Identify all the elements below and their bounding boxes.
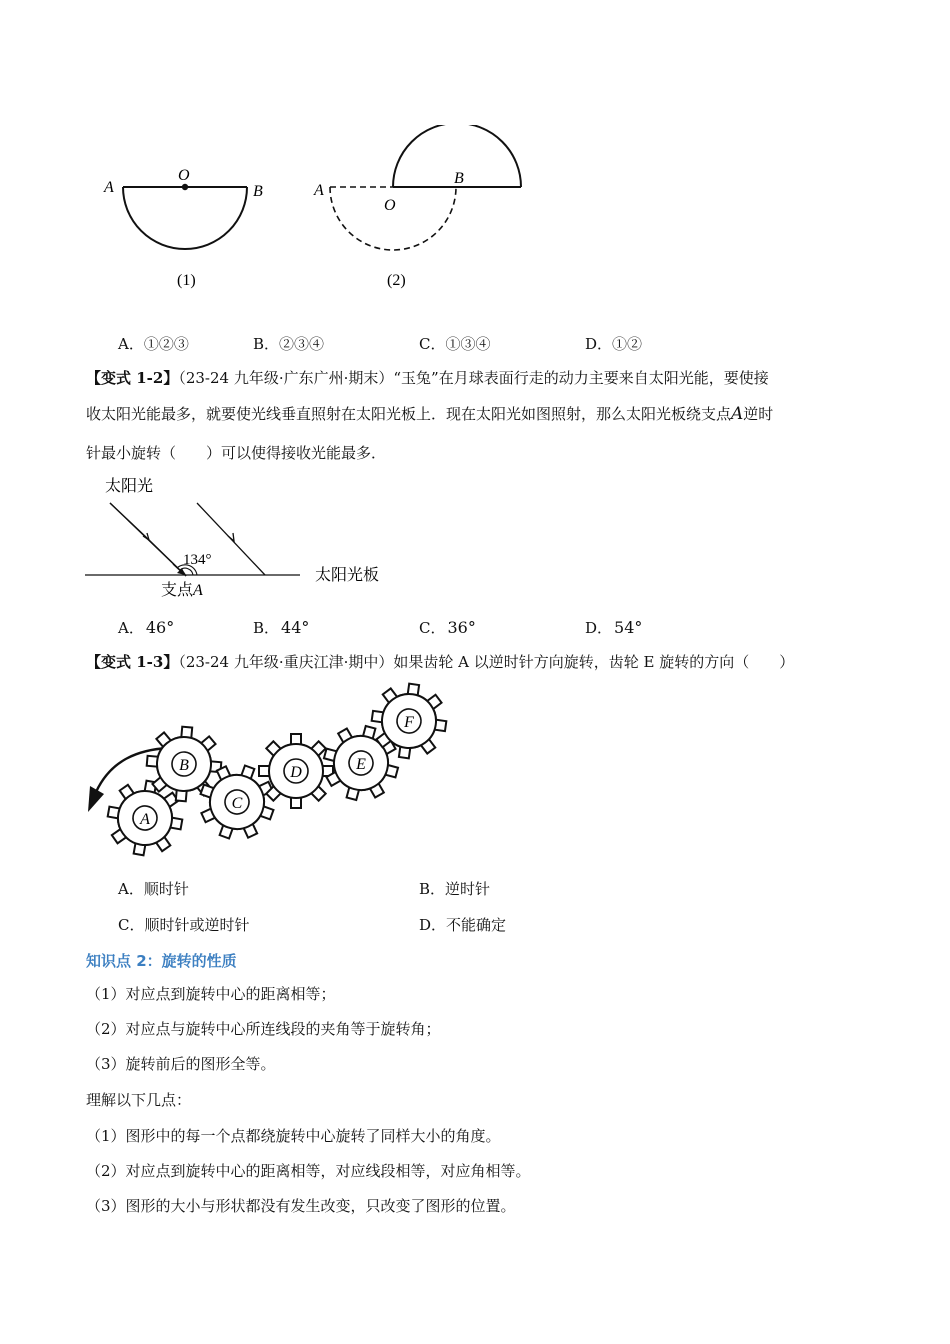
understand-label: 理解以下几点： xyxy=(86,1091,192,1109)
q3-option-a[interactable]: A．顺时针 xyxy=(118,880,189,898)
angle-label: 134° xyxy=(183,552,212,568)
sunlight-figure xyxy=(85,470,395,605)
q2-var-a: A xyxy=(731,404,744,424)
gear-label-e: E xyxy=(356,756,366,773)
fig2-label-O: O xyxy=(384,197,396,214)
q3-option-c[interactable]: C．顺时针或逆时针 xyxy=(118,916,250,934)
section-heading: 知识点 2：旋转的性质 xyxy=(86,952,237,970)
q1-option-d[interactable]: D．①② xyxy=(585,335,643,353)
fig2-label-A: A xyxy=(314,182,324,199)
q2-option-c[interactable]: C． 36° xyxy=(419,618,476,637)
q2-source: （23-24 九年级·广东广州·期末） xyxy=(178,369,394,387)
semicircle-figure-1 xyxy=(103,167,263,289)
gear-label-b: B xyxy=(179,757,189,774)
q1-option-c[interactable]: C．①③④ xyxy=(419,335,491,353)
q2-text-1: “玉兔”在月球表面行走的动力主要来自太阳光能，要使接 xyxy=(393,369,769,387)
q2-text-2b: 逆时 xyxy=(743,405,774,423)
fig1-label-O: O xyxy=(178,167,190,184)
gears-figure xyxy=(80,680,460,860)
q3-option-d[interactable]: D．不能确定 xyxy=(419,916,507,934)
prop-3: （3）旋转前后的图形全等。 xyxy=(86,1055,276,1073)
fig2-label-B: B xyxy=(454,170,464,187)
prop-1: （1）对应点到旋转中心的距离相等； xyxy=(86,985,336,1003)
q1-option-a[interactable]: A．①②③ xyxy=(118,335,189,353)
semicircle-figures xyxy=(90,125,540,300)
q2-tag: 【变式 1-2】 xyxy=(86,369,179,387)
q2-option-a[interactable]: A． 46° xyxy=(118,618,175,637)
point-1: （1）图形中的每一个点都绕旋转中心旋转了同样大小的角度。 xyxy=(86,1127,501,1145)
gear-label-a: A xyxy=(140,811,150,828)
sunlight-label: 太阳光 xyxy=(105,478,154,495)
fig1-label-A: A xyxy=(104,179,114,196)
q3-source: （23-24 九年级·重庆江津·期中） xyxy=(178,653,394,671)
q3-tag: 【变式 1-3】 xyxy=(86,653,179,671)
q2-line-3: 针最小旋转（ ）可以使得接收光能最多． xyxy=(86,444,387,462)
pivot-label: 支点A xyxy=(161,582,203,599)
fig2-caption: (2) xyxy=(387,272,406,289)
gear-label-f: F xyxy=(404,714,414,731)
q3-option-b[interactable]: B．逆时针 xyxy=(419,880,491,898)
semicircle-figure-2 xyxy=(313,125,521,289)
fig1-label-B: B xyxy=(253,183,263,200)
q2-line-2 xyxy=(86,406,773,423)
q2-option-d[interactable]: D． 54° xyxy=(585,618,643,637)
q2-line-1 xyxy=(86,371,769,386)
point-3: （3）图形的大小与形状都没有发生改变，只改变了图形的位置。 xyxy=(86,1197,516,1215)
q2-text-2a: 收太阳光能最多，就要使光线垂直照射在太阳光板上．现在太阳光如图照射，那么太阳光板绕支点 xyxy=(86,405,732,423)
q2-option-b[interactable]: B． 44° xyxy=(253,618,310,637)
gear-label-d: D xyxy=(290,764,302,781)
q3-text: 如果齿轮 A 以逆时针方向旋转，齿轮 E 旋转的方向（ ） xyxy=(393,653,795,671)
fig1-caption: (1) xyxy=(177,272,196,289)
prop-2: （2）对应点与旋转中心所连线段的夹角等于旋转角； xyxy=(86,1020,441,1038)
q1-option-b[interactable]: B．②③④ xyxy=(253,335,325,353)
q3-line xyxy=(86,655,794,670)
panel-label: 太阳光板 xyxy=(315,567,380,584)
gear-label-c: C xyxy=(231,795,243,812)
point-2: （2）对应点到旋转中心的距离相等，对应线段相等，对应角相等。 xyxy=(86,1162,531,1180)
